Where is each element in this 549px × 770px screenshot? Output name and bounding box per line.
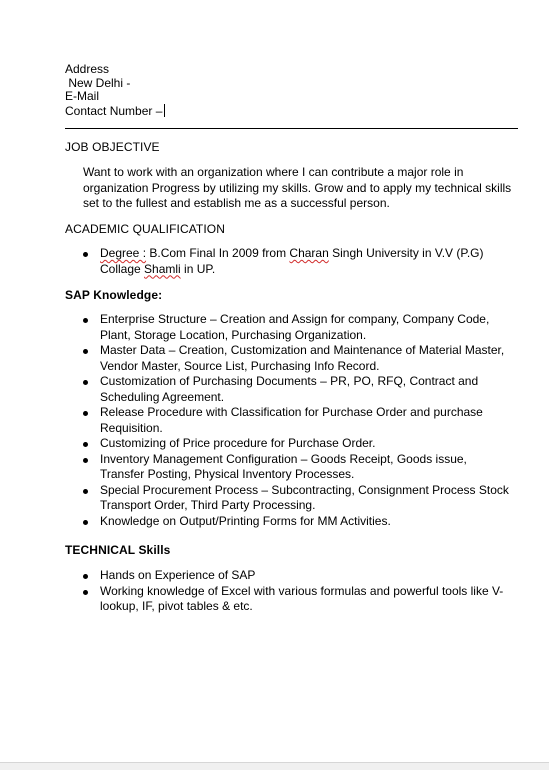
job-objective-heading: JOB OBJECTIVE [65,140,160,154]
list-item [65,584,510,615]
bullet-icon [83,442,88,447]
list-item-text: Enterprise Structure – Creation and Assign for company, Company Code, Plant, Storage Location, Purchasing Organization. [100,312,490,342]
spelling-error-shamli: Shamli [144,261,181,276]
list-item [65,514,510,530]
bullet-icon [83,349,88,354]
contact-header [65,63,165,118]
list-item-text: Knowledge on Output/Printing Forms for MM Activities. [100,513,391,528]
list-item [65,246,510,277]
list-item-text: Customization of Purchasing Documents – PR, PO, RFQ, Contract and Scheduling Agreement. [100,374,479,404]
bullet-icon [83,574,88,579]
list-item [65,436,510,452]
list-item [65,452,510,483]
list-item-text: Inventory Management Configuration – Goods Receipt, Goods issue, Transfer Posting, Physical Inventory Processes. [100,451,467,481]
spelling-error-degree: Degree : [100,246,147,260]
bullet-icon [83,380,88,385]
technical-skills-heading [65,543,170,557]
list-item [65,343,510,374]
header-divider [65,128,518,129]
academic-list [65,246,510,277]
bullet-icon [83,590,88,595]
bullet-icon [83,252,88,257]
list-item-text: Hands on Experience of SAP [100,568,256,582]
degree-text-2: Singh University in V.V (P.G) Collage [100,246,484,276]
bullet-icon [83,411,88,416]
text-cursor [164,104,165,117]
list-item [65,374,510,405]
contact-number-line[interactable] [65,104,165,119]
sap-knowledge-heading: SAP Knowledge: [65,288,163,302]
sap-knowledge-list [65,312,510,529]
email-label: E-Mail [65,89,100,104]
bullet-icon [83,520,88,525]
list-item-text: Release Procedure with Classification for Purchase Order and purchase Requisition. [100,405,483,435]
technical-skills-title: TECHNICAL Skills [65,543,171,557]
bullet-icon [83,458,88,463]
job-objective-text: Want to work with an organization where I can contribute a major role in organization Progress by utilizing my skills. Grow and to apply my technical skills set to the fullest and establish me as a successful person. [83,165,512,210]
contact-number-label: Contact Number – [65,103,163,118]
academic-qualification-heading: ACADEMIC QUALIFICATION [65,222,225,236]
degree-text-3: in UP. [180,261,216,276]
list-item [65,568,510,584]
list-item-text: Master Data – Creation, Customization and Maintenance of Material Master, Vendor Master, Source List, Purchasing Info Record. [100,343,505,373]
bullet-icon [83,489,88,494]
address-label: Address [65,62,110,76]
list-item [65,312,510,343]
bullet-icon [83,318,88,323]
list-item [65,483,510,514]
degree-text-1: B.Com Final In 2009 from [146,246,290,260]
list-item-text: Special Procurement Process – Subcontracting, Consignment Process Stock Transport Order, Third Party Processing. [100,482,509,512]
list-item-text: Working knowledge of Excel with various formulas and powerful tools like V-lookup, IF, pivot tables & etc. [100,583,504,613]
spelling-error-charan: Charan [289,246,329,260]
list-item [65,405,510,436]
address-city: New Delhi - [65,75,131,90]
technical-skills-list [65,568,510,615]
list-item-text: Customizing of Price procedure for Purchase Order. [100,436,376,450]
